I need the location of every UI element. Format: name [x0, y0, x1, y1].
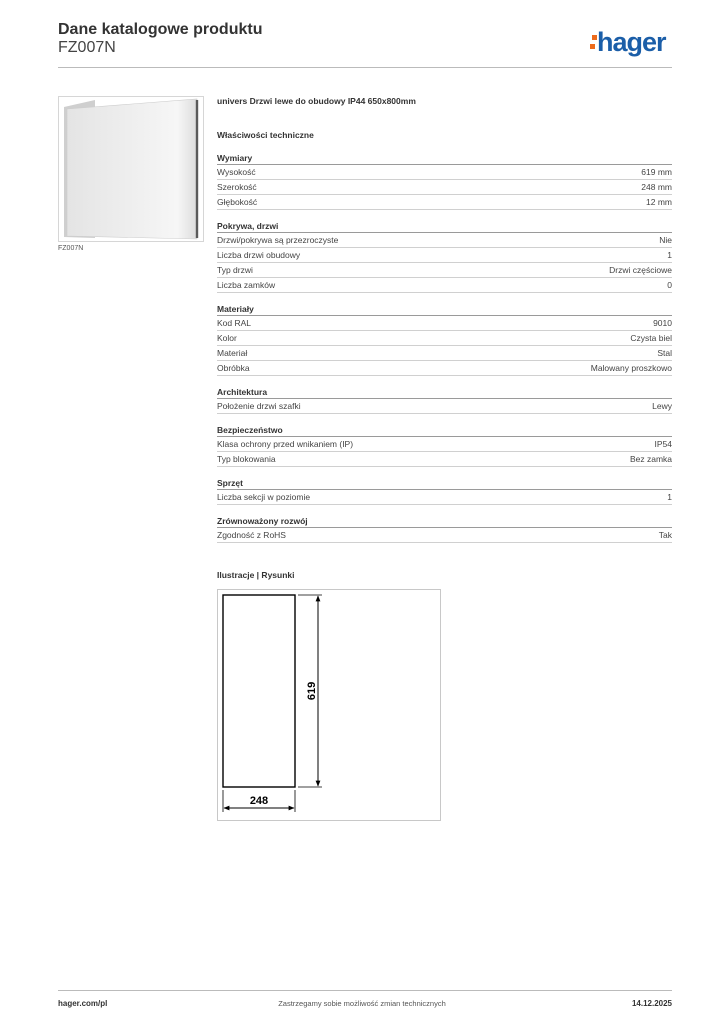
spec-value: 1 — [667, 492, 672, 502]
spec-row — [217, 248, 672, 263]
spec-label: Kod RAL — [217, 318, 252, 328]
spec-row — [217, 437, 672, 452]
spec-sections — [217, 152, 672, 543]
product-image — [58, 96, 204, 242]
spec-section-title: Sprzęt — [217, 477, 672, 490]
footer-website-link[interactable]: hager.com/pl — [58, 999, 108, 1008]
spec-label: Klasa ochrony przed wnikaniem (IP) — [217, 439, 354, 449]
spec-label: Liczba drzwi obudowy — [217, 250, 301, 260]
product-code: FZ007N — [58, 39, 116, 56]
footer-divider — [58, 990, 672, 991]
spec-row — [217, 263, 672, 278]
spec-row — [217, 331, 672, 346]
spec-row — [217, 278, 672, 293]
width-dimension-label: 248 — [249, 795, 269, 807]
spec-label: Materiał — [217, 348, 248, 358]
spec-row — [217, 346, 672, 361]
height-dimension-label: 619 — [306, 681, 318, 701]
spec-value: 9010 — [653, 318, 672, 328]
spec-label: Liczba sekcji w poziomie — [217, 492, 311, 502]
spec-row — [217, 316, 672, 331]
spec-section — [217, 386, 672, 414]
spec-row — [217, 528, 672, 543]
spec-row — [217, 195, 672, 210]
spec-section — [217, 220, 672, 293]
spec-row — [217, 165, 672, 180]
properties-title: Właściwości techniczne — [217, 130, 314, 140]
product-image-caption: FZ007N — [58, 245, 84, 252]
spec-label: Zgodność z RoHS — [217, 530, 286, 540]
spec-label: Kolor — [217, 333, 237, 343]
footer-date: 14.12.2025 — [631, 999, 672, 1008]
spec-value: Malowany proszkowo — [590, 363, 672, 373]
spec-value: Tak — [658, 530, 672, 540]
spec-label: Wysokość — [217, 167, 256, 177]
spec-section — [217, 477, 672, 505]
product-name: univers Drzwi lewe do obudowy IP44 650x800mm — [217, 96, 416, 106]
spec-value: 0 — [667, 280, 672, 290]
illustrations-title: Ilustracje | Rysunki — [217, 570, 295, 580]
spec-section — [217, 303, 672, 376]
spec-label: Liczba zamków — [217, 280, 276, 290]
spec-row — [217, 361, 672, 376]
dimension-drawing — [217, 589, 441, 821]
spec-section-title: Zrównoważony rozwój — [217, 515, 672, 528]
spec-section-title: Wymiary — [217, 152, 672, 165]
spec-value: 12 mm — [646, 197, 672, 207]
spec-label: Położenie drzwi szafki — [217, 401, 301, 411]
spec-value: Stal — [657, 348, 672, 358]
spec-row — [217, 180, 672, 195]
spec-section-title: Architektura — [217, 386, 672, 399]
spec-section — [217, 515, 672, 543]
spec-value: 1 — [667, 250, 672, 260]
header-divider — [58, 67, 672, 68]
spec-value: Bez zamka — [629, 454, 672, 464]
spec-value: Drzwi częściowe — [609, 265, 672, 275]
spec-label: Szerokość — [217, 182, 257, 192]
spec-label: Głębokość — [217, 197, 258, 207]
door-outline — [223, 595, 295, 787]
spec-section-title: Bezpieczeństwo — [217, 424, 672, 437]
spec-row — [217, 452, 672, 467]
spec-value: IP54 — [654, 439, 672, 449]
spec-value: Nie — [659, 235, 672, 245]
spec-section — [217, 152, 672, 210]
spec-content — [217, 96, 672, 553]
spec-value: 619 mm — [641, 167, 672, 177]
spec-row — [217, 490, 672, 505]
spec-label: Obróbka — [217, 363, 250, 373]
logo-text: hager — [597, 27, 666, 57]
spec-row — [217, 233, 672, 248]
spec-section-title: Pokrywa, drzwi — [217, 220, 672, 233]
spec-section-title: Materiały — [217, 303, 672, 316]
door-panel-icon — [59, 97, 203, 241]
spec-label: Typ blokowania — [217, 454, 276, 464]
spec-value: 248 mm — [641, 182, 672, 192]
spec-row — [217, 399, 672, 414]
spec-section — [217, 424, 672, 467]
spec-label: Drzwi/pokrywa są przezroczyste — [217, 235, 339, 245]
spec-value: Czysta biel — [630, 333, 672, 343]
page-title: Dane katalogowe produktu — [58, 21, 263, 38]
footer-disclaimer: Zastrzegamy sobie możliwość zmian technicznych — [278, 999, 446, 1008]
spec-value: Lewy — [652, 401, 672, 411]
spec-label: Typ drzwi — [217, 265, 253, 275]
hager-logo[interactable] — [592, 28, 666, 56]
